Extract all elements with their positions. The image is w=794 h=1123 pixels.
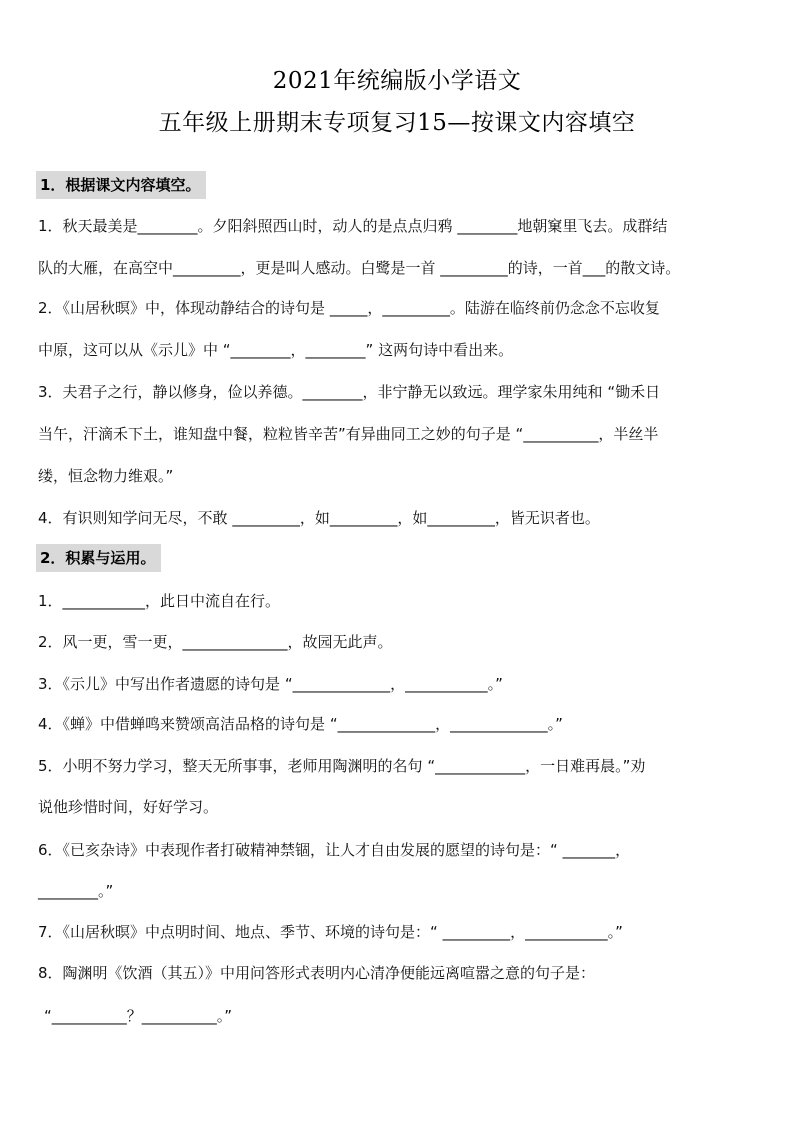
- s1-line-4: 中原，这可以从《示儿》中 “________，________” 这两句诗中看出来。: [38, 341, 514, 359]
- s2-line-5: 5．小明不努力学习，整天无所事事，老师用陶渊明的名句 “____________，一日难再晨。”劝: [38, 757, 646, 775]
- section-1-heading: 1．根据课文内容填空。: [36, 171, 206, 199]
- title-line-1: 2021年统编版小学语文: [272, 68, 522, 94]
- s2-line-3: 3．《示儿》中写出作者遗愿的诗句是 “_____________，___________。”: [38, 675, 503, 693]
- s2-line-9: 7．《山居秋暝》中点明时间、地点、季节、环境的诗句是：“ _________，___________。”: [38, 923, 623, 941]
- s1-line-8: 4．有识则知学问无尽，不敢 _________，如_________，如_________，皆无识者也。: [38, 509, 600, 527]
- s1-line-7: 缕，恒念物力维艰。”: [38, 467, 174, 485]
- s2-line-1: 1．___________，此日中流自在行。: [38, 592, 281, 610]
- s2-line-10: 8．陶渊明《饮酒（其五）》中用问答形式表明内心清净便能远离喧嚣之意的句子是：: [38, 964, 596, 982]
- s1-line-6: 当午，汗滴禾下土，谁知盘中餐，粒粒皆辛苦”有异曲同工之妙的句子是 “__________，半丝半: [38, 425, 659, 443]
- s1-line-1: 1．秋天最美是________。夕阳斜照西山时，动人的是点点归鸦 ________地朝窠里飞去。成群结: [38, 217, 668, 235]
- s2-line-11: “__________？__________。”: [44, 1007, 233, 1025]
- s1-line-3: 2．《山居秋暝》中，体现动静结合的诗句是 _____，_________。陆游在临终前仍念念不忘收复: [38, 299, 660, 317]
- s1-line-2: 队的大雁，在高空中_________，更是叫人感动。白鹭是一首 _________的诗，一首___的散文诗。: [38, 259, 681, 277]
- s1-line-5: 3．夫君子之行，静以修身，俭以养德。________，非宁静无以致远。理学家朱用纯和 “锄禾日: [38, 383, 661, 401]
- section-2-heading: 2．积累与运用。: [36, 544, 161, 572]
- s2-line-4: 4．《蝉》中借蝉鸣来赞颂高洁品格的诗句是 “_____________，_____________。”: [38, 715, 563, 733]
- title-line-2: 五年级上册期末专项复习15—按课文内容填空: [158, 110, 636, 136]
- s2-line-8: ________。”: [38, 882, 114, 900]
- s2-line-2: 2．风一更，雪一更，______________，故园无此声。: [38, 633, 393, 651]
- s2-line-7: 6．《已亥杂诗》中表现作者打破精神禁锢，让人才自由发展的愿望的诗句是：“ _______，: [38, 841, 631, 859]
- s2-line-6: 说他珍惜时间，好好学习。: [38, 798, 219, 816]
